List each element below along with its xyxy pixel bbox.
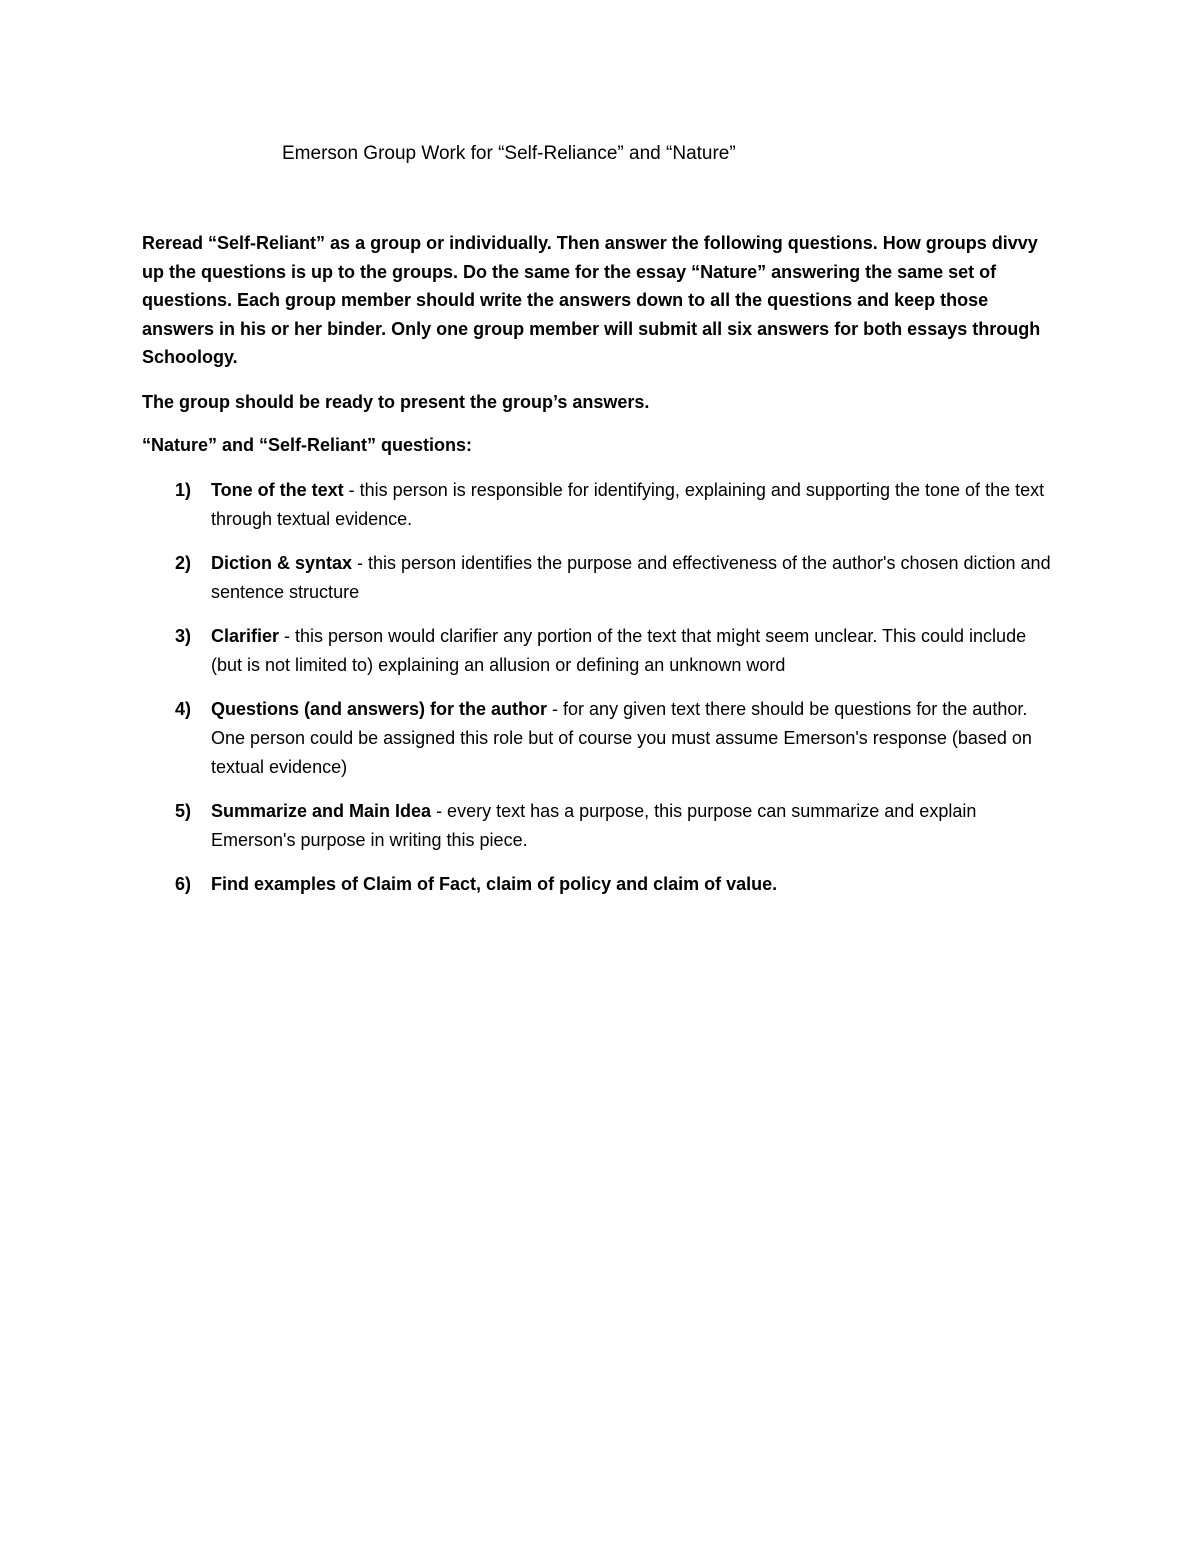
question-label: Find examples of Claim of Fact, claim of policy and claim of value.	[211, 874, 778, 894]
intro-paragraph: Reread “Self-Reliant” as a group or individually. Then answer the following questions. How groups divvy up the questions is up to the groups. Do the same for the essay “Nature” answering the same set of questions. Each group member should write the answers down to all the questions and keep those answers in his or her binder. Only one group member will submit all six answers for both essays through Schoology.	[142, 233, 1041, 368]
question-label: Diction & syntax	[211, 553, 353, 573]
question-item-6	[142, 870, 1062, 899]
question-label: Summarize and Main Idea	[211, 801, 432, 821]
question-label: Questions (and answers) for the author	[211, 699, 548, 719]
ready-note: The group should be ready to present the group’s answers.	[142, 392, 650, 412]
question-number: 3)	[175, 626, 192, 646]
question-description: - this person identifies the purpose and effectiveness of the author's chosen diction and sentence structure	[211, 553, 1051, 602]
question-description: - this person would clarifier any portion of the text that might seem unclear. This could include (but is not limited to) explaining an allusion or defining an unknown word	[211, 626, 1027, 675]
questions-heading: “Nature” and “Self-Reliant” questions:	[142, 435, 473, 455]
question-description: - every text has a purpose, this purpose can summarize and explain Emerson's purpose in writing this piece.	[211, 801, 977, 850]
questions-list	[142, 476, 1062, 914]
question-item-3	[142, 622, 1062, 680]
document-title: Emerson Group Work for “Self-Reliance” and “Nature”	[282, 143, 736, 164]
question-label: Clarifier	[211, 626, 280, 646]
question-description: - this person is responsible for identifying, explaining and supporting the tone of the text through textual evidence.	[211, 480, 1045, 529]
question-item-1	[142, 476, 1062, 534]
question-number: 1)	[175, 480, 192, 500]
question-label: Tone of the text	[211, 480, 344, 500]
question-item-2	[142, 549, 1062, 607]
question-item-4	[142, 695, 1062, 782]
question-number: 6)	[175, 874, 192, 894]
question-number: 2)	[175, 553, 192, 573]
question-description: - for any given text there should be questions for the author. One person could be assigned this role but of course you must assume Emerson's response (based on textual evidence)	[211, 699, 1032, 777]
question-number: 4)	[175, 699, 192, 719]
question-number: 5)	[175, 801, 192, 821]
question-item-5	[142, 797, 1062, 855]
